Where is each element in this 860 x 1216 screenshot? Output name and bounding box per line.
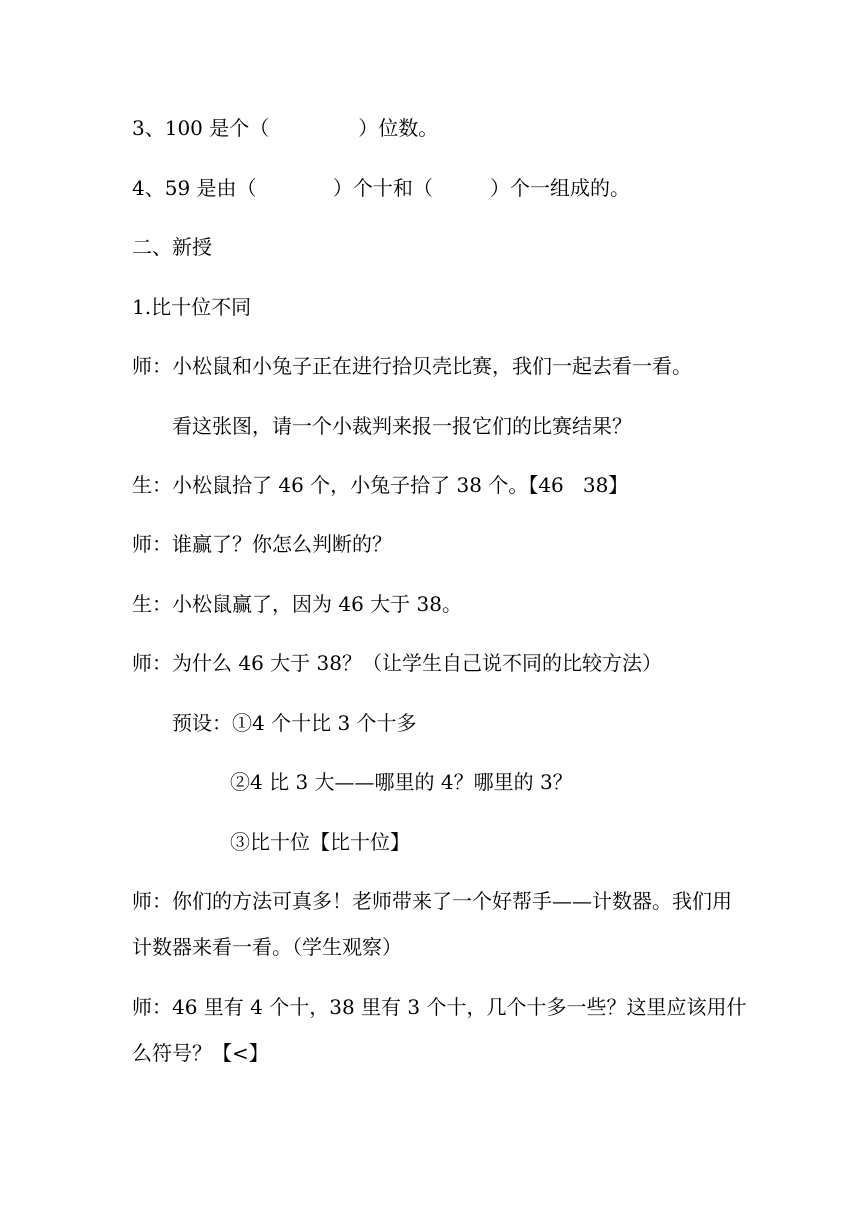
student-line: 生：小松鼠拾了 46 个，小兔子拾了 38 个。【46 38】 [132,473,629,497]
teacher-line: 师：小松鼠和小兔子正在进行拾贝壳比赛，我们一起去看一看。 [132,354,692,378]
preset-line: 预设：①4 个十比 3 个十多 [172,711,417,735]
student-line: 生：小松鼠赢了，因为 46 大于 38。 [132,592,462,616]
teacher-line-continued: 么符号？【<】 [132,1041,269,1065]
teacher-line: 师：谁赢了？你怎么判断的？ [132,532,392,556]
section-heading: 二、新授 [132,235,212,259]
teacher-line-continued: 看这张图，请一个小裁判来报一报它们的比赛结果？ [172,414,632,438]
subsection-heading: 1.比十位不同 [132,295,252,319]
teacher-line: 师：为什么 46 大于 38？（让学生自己说不同的比较方法） [132,651,662,675]
teacher-line: 师：你们的方法可真多！老师带来了一个好帮手——计数器。我们用 [132,889,732,913]
preset-line: ②4 比 3 大——哪里的 4？哪里的 3？ [230,770,573,794]
question-3: 3、100 是个（ ）位数。 [132,116,439,140]
teacher-line-continued: 计数器来看一看。（学生观察） [132,935,402,959]
teacher-line: 师：46 里有 4 个十，38 里有 3 个十，几个十多一些？这里应该用什 [132,995,747,1019]
question-4: 4、59 是由（ ）个十和（ ）个一组成的。 [132,176,631,200]
preset-line: ③比十位【比十位】 [230,830,410,854]
